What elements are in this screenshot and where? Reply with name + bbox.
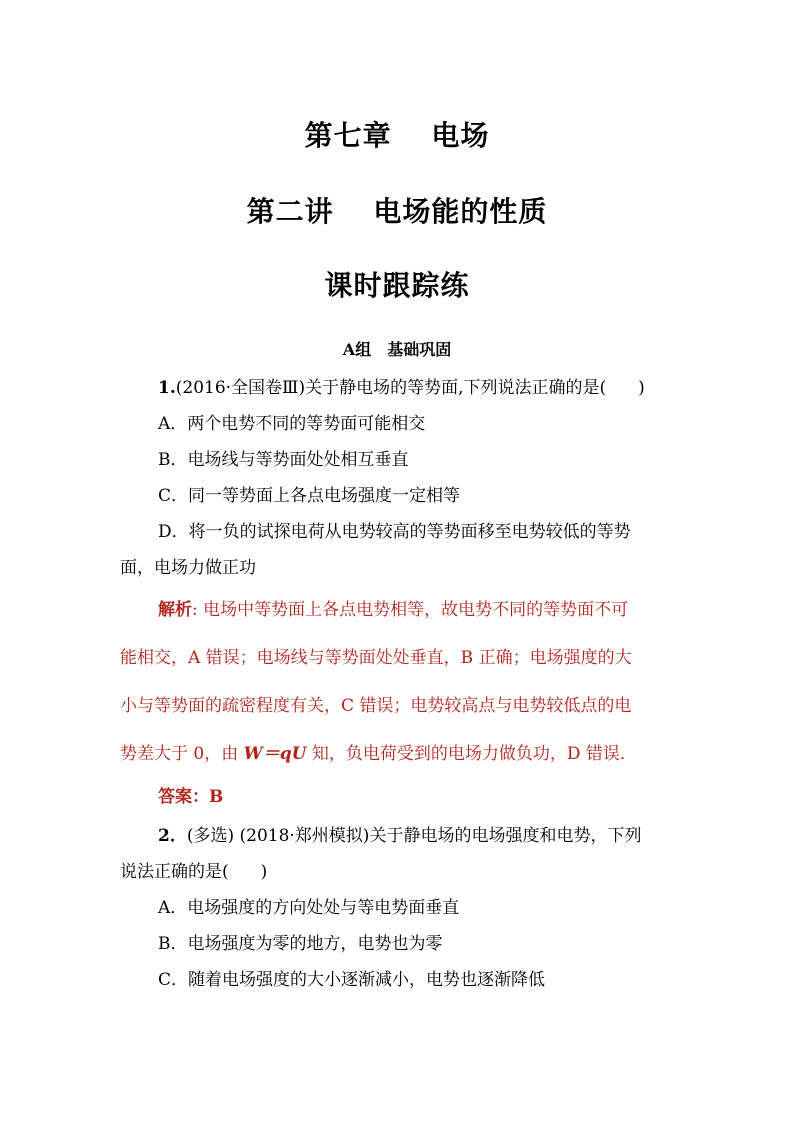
analysis-label: 解析: [158, 600, 192, 620]
question-2-stem-line-2: 说法正确的是( ): [120, 862, 268, 882]
analysis-line-3: 小与等势面的疏密程度有关，C 错误；电势较高点与电势较低点的电: [120, 696, 632, 716]
analysis-line-4: 势差大于 0，由 W＝qU 知，负电荷受到的电场力做负功，D 错误．: [120, 744, 637, 764]
analysis-line-2: 能相交，A 错误；电场线与等势面处处垂直，B 正确；电场强度的大: [120, 648, 632, 668]
chapter-title: 第七章 电场: [304, 119, 490, 152]
section-title: 课时跟踪练: [324, 269, 470, 302]
question-1-close-paren: ): [638, 378, 645, 398]
analysis-line-1: 解析: 电场中等势面上各点电势相等，故电势不同的等势面不可: [158, 600, 629, 620]
question-1: [120, 370, 682, 586]
question-1-option-a: A．两个电势不同的等势面可能相交: [158, 414, 426, 434]
question-2-close-paren: ): [260, 862, 268, 882]
analysis-formula: W＝qU: [243, 744, 307, 764]
question-2-option-a: A．电场强度的方向处处与等电势面垂直: [158, 898, 460, 918]
group-label: A组 基础巩固: [342, 340, 452, 359]
question-1-option-c: C．同一等势面上各点电场强度一定相等: [158, 486, 461, 506]
analysis-block: [120, 586, 682, 778]
answer: [158, 782, 223, 812]
question-2: [120, 818, 682, 998]
question-1-option-b: B．电场线与等势面处处相互垂直: [158, 450, 409, 470]
question-1-stem-text: (2016·全国卷Ⅲ)关于静电场的等势面,下列说法正确的是(: [175, 378, 607, 398]
lecture-title: 第二讲 电场能的性质: [246, 195, 548, 228]
answer-label: 答案：: [158, 787, 209, 807]
question-2-option-c: C．随着电场强度的大小逐渐减小，电势也逐渐降低: [158, 970, 546, 990]
question-1-option-d: D．将一负的试探电荷从电势较高的等势面移至电势较低的等势: [158, 522, 631, 542]
question-1-number: 1.: [158, 378, 176, 398]
question-1-stem: [120, 370, 682, 406]
answer-value: B: [209, 787, 224, 807]
question-2-stem-line-1: 2．(多选) (2018·郑州模拟)关于静电场的电场强度和电势，下列: [158, 826, 642, 846]
question-1-option-d-cont: 面，电场力做正功: [120, 558, 256, 578]
question-2-number: 2．: [158, 826, 187, 846]
question-2-option-b: B．电场强度为零的地方，电势也为零: [158, 934, 443, 954]
